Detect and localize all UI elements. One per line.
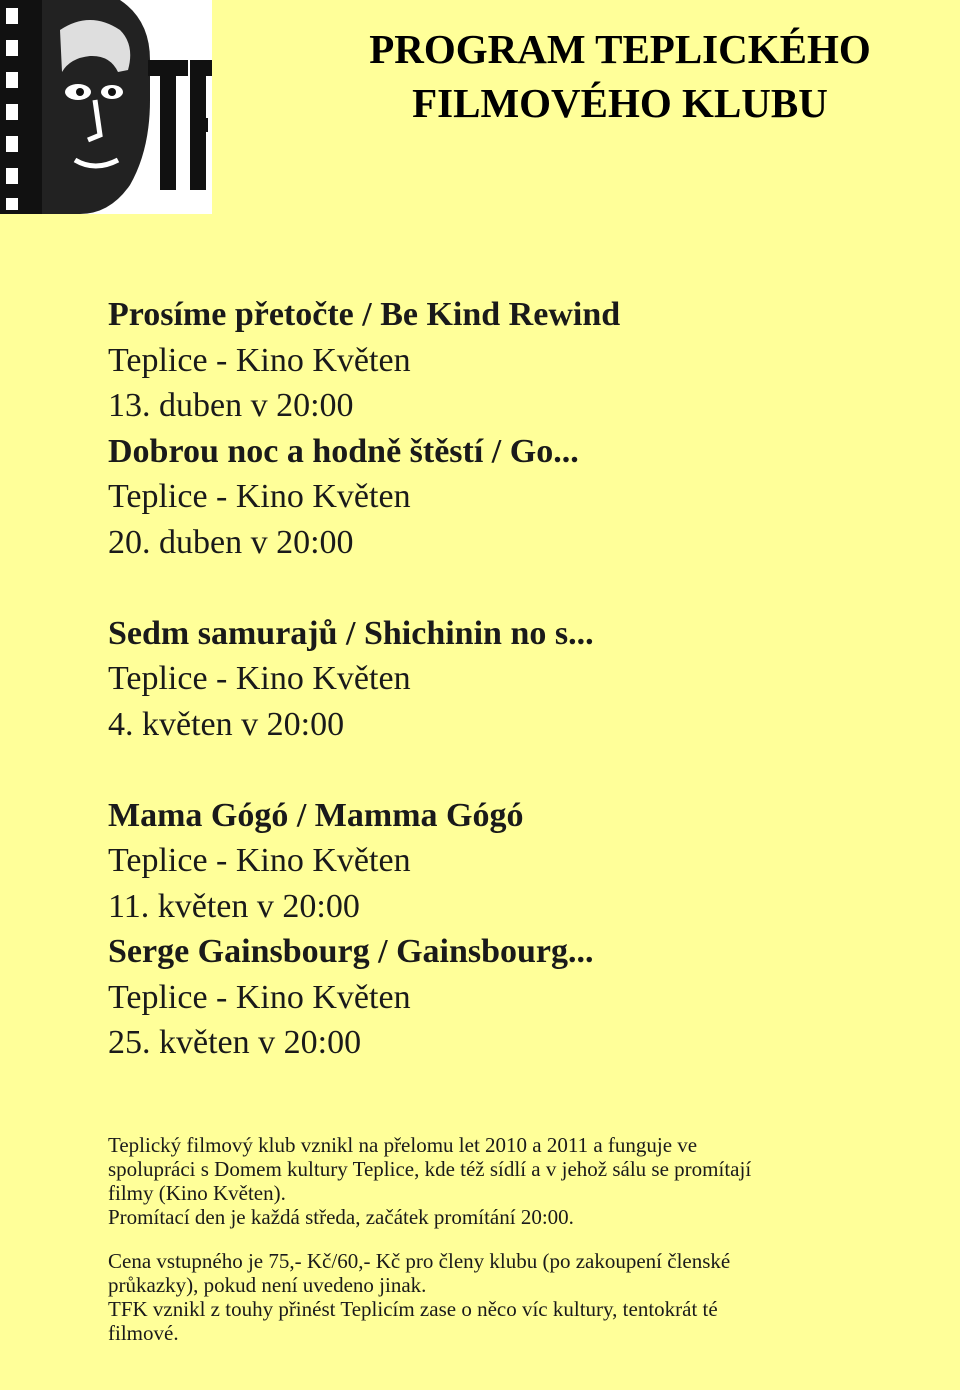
club-info [108,1133,958,1345]
film-venue: Teplice - Kino Květen [108,978,411,1016]
film-date: 20. duben v 20:00 [108,523,354,561]
film-venue: Teplice - Kino Květen [108,842,411,879]
about-text-line: spolupráci s Domem kultury Teplice, kde též sídlí a v jehož sálu se promítají [108,1157,752,1181]
film-title: Sedm samurajů / Shichinin no s... [108,614,594,652]
page-title [300,22,940,130]
about-text-line: filmy (Kino Květen). [108,1181,286,1205]
page-title-line1: PROGRAM TEPLICKÉHO [369,26,871,72]
tfk-logo [0,0,212,214]
mission-text-line: filmové. [108,1321,179,1345]
price-text-line: Cena vstupného je 75,- Kč/60,- Kč pro členy klubu (po zakoupení členské [108,1249,731,1273]
schedule-text: Promítací den je každá středa, začátek promítání 20:00. [108,1205,574,1229]
film-venue: Teplice - Kino Květen [108,660,411,697]
price-text-line: průkazky), pokud není uvedeno jinak. [108,1273,427,1297]
screening-program [108,292,928,1066]
film-title: Serge Gainsbourg / Gainsbourg... [108,933,594,970]
film-venue: Teplice - Kino Květen [108,478,411,515]
film-title: Prosíme přetočte / Be Kind Rewind [108,296,621,333]
spacer [108,1229,958,1249]
page-title-line2: FILMOVÉHO KLUBU [412,80,828,126]
film-date: 25. květen v 20:00 [108,1024,362,1061]
about-text-line: Teplický filmový klub vznikl na přelomu let 2010 a 2011 a funguje ve [108,1133,698,1157]
film-title: Dobrou noc a hodně štěstí / Go... [108,432,579,470]
tfk-logo-graphic [0,0,212,214]
spacer [108,565,928,611]
film-date: 13. duben v 20:00 [108,387,354,424]
film-date: 4. květen v 20:00 [108,705,345,743]
film-venue: Teplice - Kino Květen [108,341,411,379]
mission-text-line: TFK vznikl z touhy přinést Teplicím zase o něco víc kultury, tentokrát té [108,1297,718,1321]
spacer [108,747,928,793]
film-title: Mama Gógó / Mamma Gógó [108,796,524,834]
film-date: 11. květen v 20:00 [108,887,360,925]
